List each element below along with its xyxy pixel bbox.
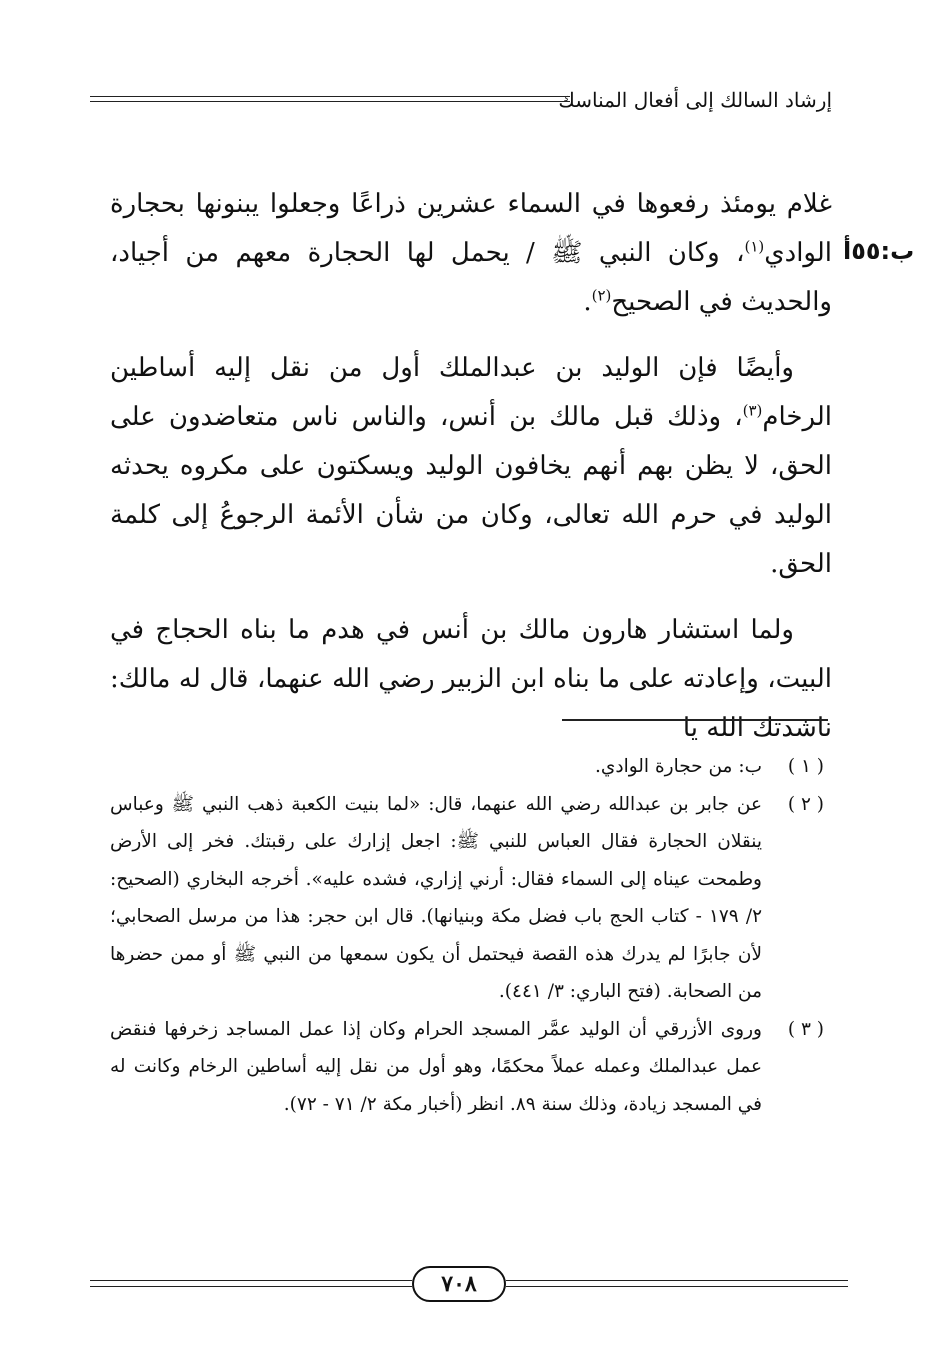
text-run: ، وذلك قبل مالك بن أنس، والناس ناس متعاضدون على الحق، لا يظن بهم أنهم يخافون الوليد ويسكتون على مكروه يحدثه الوليد في حرم الله تعالى، وكان من شأن الأئمة الرجوعُ إلى كلمة الحق. — [110, 402, 832, 579]
footer-rule — [90, 1280, 412, 1281]
footnote-marker: (٣) — [742, 401, 763, 420]
text-run: ، وكان النبي ﷺ / يحمل لها الحجارة معهم من أجياد، والحديث في الصحيح — [110, 238, 832, 317]
footer-rule — [506, 1286, 848, 1287]
paragraph — [110, 344, 832, 589]
header-rule — [90, 101, 570, 102]
footnote-marker: (٢) — [591, 286, 612, 305]
paragraph — [110, 606, 832, 753]
page-number: ٧٠٨ — [412, 1266, 506, 1302]
footnote-number: ( ٣ ) — [787, 1018, 824, 1040]
footnote-number: ( ١ ) — [787, 756, 824, 777]
text-run: غلام يومئذ رفعوها في السماء عشرين ذراعًا وجعلوا يبنونها بحجارة الوادي — [110, 189, 832, 268]
footnote-number: ( ٢ ) — [787, 793, 824, 815]
footnote-text: عن جابر بن عبدالله رضي الله عنهما، قال: «لما بنيت الكعبة ذهب النبي ﷺ وعباس ينقلان الحجارة فقال العباس للنبي ﷺ: اجعل إزارك على رقبتك. فخر إلى الأرض وطمحت عيناه إلى السماء فقال: أرني إزاري، فشده عليه». أخرجه البخاري (الصحيح: ٢/ ١٧٩ - كتاب الحج باب فضل مكة وبنيانها). قال ابن حجر: هذا من مرسل الصحابي؛ لأن جابرًا لم يدرك هذه القصة فيحتمل أن يكون سمعها من النبي ﷺ أو ممن حضرها من الصحابة. (فتح الباري: ٣/ ٤٤١). — [110, 793, 762, 1002]
footer-rule — [90, 1286, 412, 1287]
footnote-marker: (١) — [744, 237, 765, 256]
text-run: وأيضًا فإن الوليد بن عبدالملك أول من نقل إليه أساطين الرخام — [110, 353, 832, 432]
footnote — [110, 748, 828, 786]
text-run: . — [583, 287, 592, 317]
footnotes — [110, 748, 828, 1123]
header-rule — [90, 96, 570, 97]
footer-rule — [506, 1280, 848, 1281]
main-text — [110, 180, 832, 770]
text-run: ولما استشار هارون مالك بن أنس في هدم ما بناه الحجاج في البيت، وإعادته على ما بناه ابن الزبير رضي الله عنهما، قال له مالك: ناشدتك الله يا — [110, 615, 832, 743]
paragraph — [110, 180, 832, 327]
running-header-title: إرشاد السالك إلى أفعال المناسك — [558, 88, 832, 112]
footnote — [110, 1011, 828, 1124]
footnote-separator — [562, 719, 828, 721]
footnote-text: وروى الأزرقي أن الوليد عمَّر المسجد الحرام وكان إذا عمل المساجد زخرفها فنقض عمل عبدالملك وعمله عملاً محكمًا، وهو أول من نقل إليه أساطين الرخام وكانت له في المسجد زيادة، وذلك سنة ٨٩. انظر (أخبار مكة ٢/ ٧١ - ٧٢). — [110, 1018, 762, 1115]
footnote — [110, 786, 828, 1011]
manuscript-folio-note: ب:٥٥أ — [843, 237, 915, 265]
footnote-text: ب: من حجارة الوادي. — [595, 756, 762, 777]
